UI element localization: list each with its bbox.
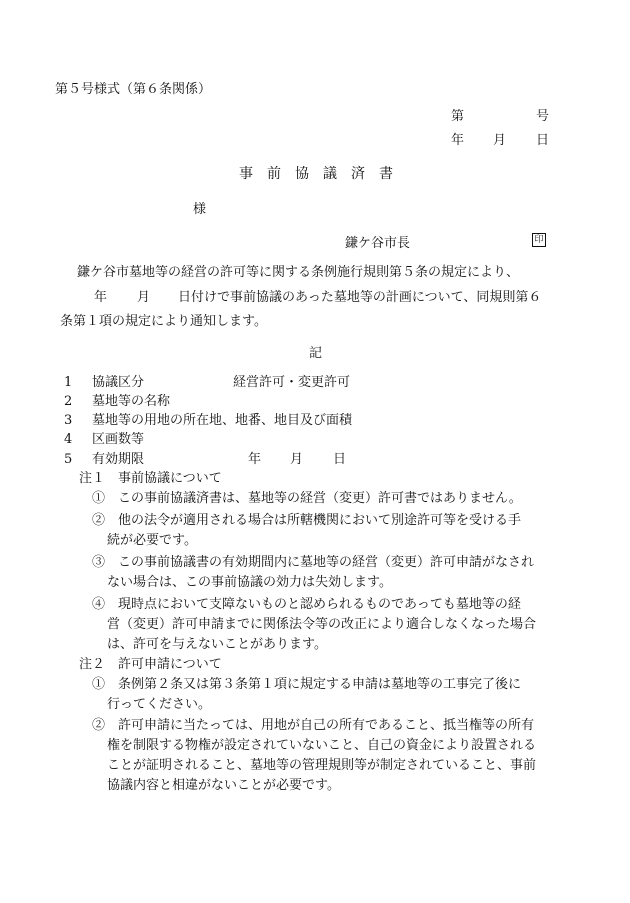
item-label: 区画数等 — [92, 432, 145, 447]
issue-date-year: 年 — [451, 133, 465, 148]
item-number: 4 — [64, 432, 73, 447]
intro-month: 月 — [137, 290, 151, 305]
note-1-title: 注１ 事前協議について — [79, 471, 222, 486]
note-1-item: ② 他の法令が適用される場合は所轄機関において別途許可等を受ける手 — [92, 513, 522, 528]
item-label: 墓地等の名称 — [92, 394, 171, 409]
doc-number-prefix: 第 — [451, 109, 465, 124]
item-number: 3 — [64, 413, 73, 428]
note-1-item-cont: 営（変更）許可申請までに関係法令等の改正により適合しなくなった場合 — [107, 617, 537, 632]
note-2-item: ① 条例第２条又は第３条第１項に規定する申請は墓地等の工事完了後に — [92, 677, 522, 692]
note-1-item: ① この事前協議済書は、墓地等の経営（変更）許可書ではありません。 — [92, 491, 522, 506]
note-1-item-cont: 続が必要です。 — [107, 533, 197, 548]
expiry-year: 年 — [248, 452, 262, 467]
note-1-item: ④ 現時点において支障ないものと認められるものであっても墓地等の経 — [92, 597, 521, 612]
intro-line-1: 鎌ケ谷市墓地等の経営の許可等に関する条例施行規則第５条の規定により、 — [77, 265, 520, 280]
intro-line-3: 条第１項の規定により通知します。 — [60, 314, 267, 329]
note-1-item: ③ この事前協議書の有効期間内に墓地等の経営（変更）許可申請がなされ — [92, 555, 535, 570]
item-number: 5 — [64, 452, 73, 467]
ki-heading: 記 — [309, 346, 323, 361]
document-title: 事 前 協 議 済 書 — [239, 166, 393, 182]
note-2-item-cont: ことが証明されること、墓地等の管理規則等が制定されていること、事前 — [107, 758, 537, 773]
note-2-item-cont: 協議内容と相違がないことが必要です。 — [107, 778, 340, 793]
intro-line-2: 日付けで事前協議のあった墓地等の計画について、同規則第６ — [178, 290, 542, 305]
note-2-title: 注２ 許可申請について — [79, 657, 222, 672]
issuer-name: 鎌ケ谷市長 — [345, 236, 411, 251]
item-label: 墓地等の用地の所在地、地番、地目及び面積 — [92, 413, 353, 428]
note-1-item-cont: ない場合は、この事前協議の効力は失効します。 — [107, 575, 392, 590]
item-number: 1 — [64, 375, 73, 390]
item-label: 協議区分 — [92, 375, 145, 390]
doc-number-suffix: 号 — [536, 109, 550, 124]
seal-mark: 印 — [532, 233, 546, 247]
note-2-item-cont: 権を制限する物権が設定されていないこと、自己の資金により設置される — [107, 738, 537, 753]
form-number: 第５号様式（第６条関係） — [55, 82, 212, 97]
item-number: 2 — [64, 394, 73, 409]
intro-year: 年 — [94, 290, 108, 305]
item-value: 経営許可・変更許可 — [233, 375, 351, 390]
item-label: 有効期限 — [92, 452, 145, 467]
addressee-suffix: 様 — [193, 202, 207, 217]
note-2-item: ② 許可申請に当たっては、用地が自己の所有であること、抵当権等の所有 — [92, 718, 535, 733]
expiry-day: 日 — [333, 452, 347, 467]
note-1-item-cont: は、許可を与えないことがあります。 — [107, 637, 327, 652]
expiry-month: 月 — [290, 452, 304, 467]
note-2-item-cont: 行ってください。 — [107, 697, 212, 712]
issue-date-month: 月 — [493, 133, 507, 148]
issue-date-day: 日 — [536, 133, 550, 148]
